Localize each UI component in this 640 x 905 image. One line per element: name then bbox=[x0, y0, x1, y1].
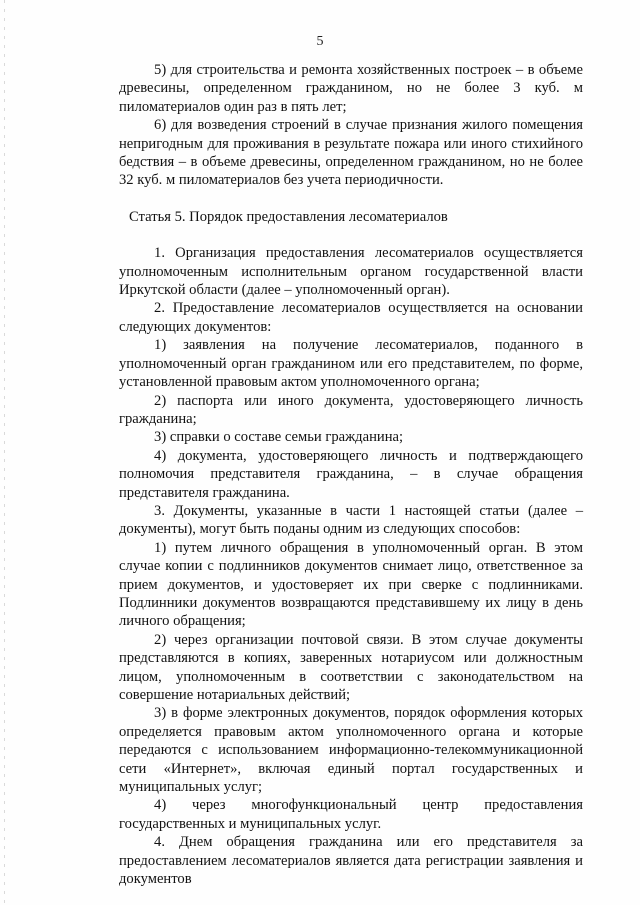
paragraph-part-2-item-4: 4) документа, удостоверяющего личность и подтверждающего полномочия представителя гражданина, – в случае обращения представителя гражданина. bbox=[119, 447, 583, 501]
paragraph-part-2: 2. Предоставление лесоматериалов осуществляется на основании следующих документов: bbox=[119, 300, 583, 335]
paragraph-part-3-item-1: 1) путем личного обращения в уполномоченный орган. В этом случае копии с подлинников документов снимает лицо, ответственное за прием документов, и удостоверяет их при сверке с подлинниками. Подлинники документов возвращаются представившему их лицу в день личного обращения; bbox=[119, 539, 583, 630]
paragraph-part-4: 4. Днем обращения гражданина или его представителя за предоставлением лесоматериалов является дата регистрации заявления и документов bbox=[119, 834, 583, 888]
paragraph-part-2-item-2: 2) паспорта или иного документа, удостоверяющего личность гражданина; bbox=[119, 392, 583, 427]
paragraph-part-3: 3. Документы, указанные в части 1 настоящей статьи (далее – документы), могут быть поданы одним из следующих способов: bbox=[119, 502, 583, 538]
scan-edge-mark bbox=[4, 0, 5, 905]
paragraph-part-3-item-4: 4) через многофункциональный центр предоставления государственных и муниципальных услуг. bbox=[119, 797, 583, 832]
paragraph-part-2-item-1: 1) заявления на получение лесоматериалов, поданного в уполномоченный орган гражданином или его представителем, по форме, установленной правовым актом уполномоченного органа; bbox=[119, 337, 583, 391]
paragraph-item-6: 6) для возведения строений в случае признания жилого помещения непригодным для проживания в результате пожара или иного стихийного бедствия – в объеме древесины, определенном гражданином, но не более 32 куб. м пиломатериалов без учета периодичности. bbox=[119, 117, 583, 189]
paragraph-part-3-item-3: 3) в форме электронных документов, порядок оформления которых определяется правовым актом уполномоченного органа и которые передаются с использованием информационно-телекоммуникационной сети «Интернет», включая единый портал государственных и муниципальных услуг; bbox=[119, 705, 583, 796]
paragraph-part-2-item-3: 3) справки о составе семьи гражданина; bbox=[154, 429, 404, 446]
paragraph-part-1: 1. Организация предоставления лесоматериалов осуществляется уполномоченным исполнительным органом государственной власти Иркутской области (далее – уполномоченный орган). bbox=[119, 245, 583, 299]
paragraph-item-5: 5) для строительства и ремонта хозяйственных построек – в объеме древесины, определенном гражданином, но не более 3 куб. м пиломатериалов один раз в пять лет; bbox=[119, 62, 583, 115]
page-number: 5 bbox=[316, 34, 324, 49]
paragraph-part-3-item-2: 2) через организации почтовой связи. В этом случае документы представляются в копиях, заверенных нотариусом или должностным лицом, уполномоченным в соответствии с законодательством на совершение нотариальных действий; bbox=[119, 631, 583, 703]
article-heading: Статья 5. Порядок предоставления лесоматериалов bbox=[129, 208, 448, 225]
document-body bbox=[119, 61, 583, 888]
